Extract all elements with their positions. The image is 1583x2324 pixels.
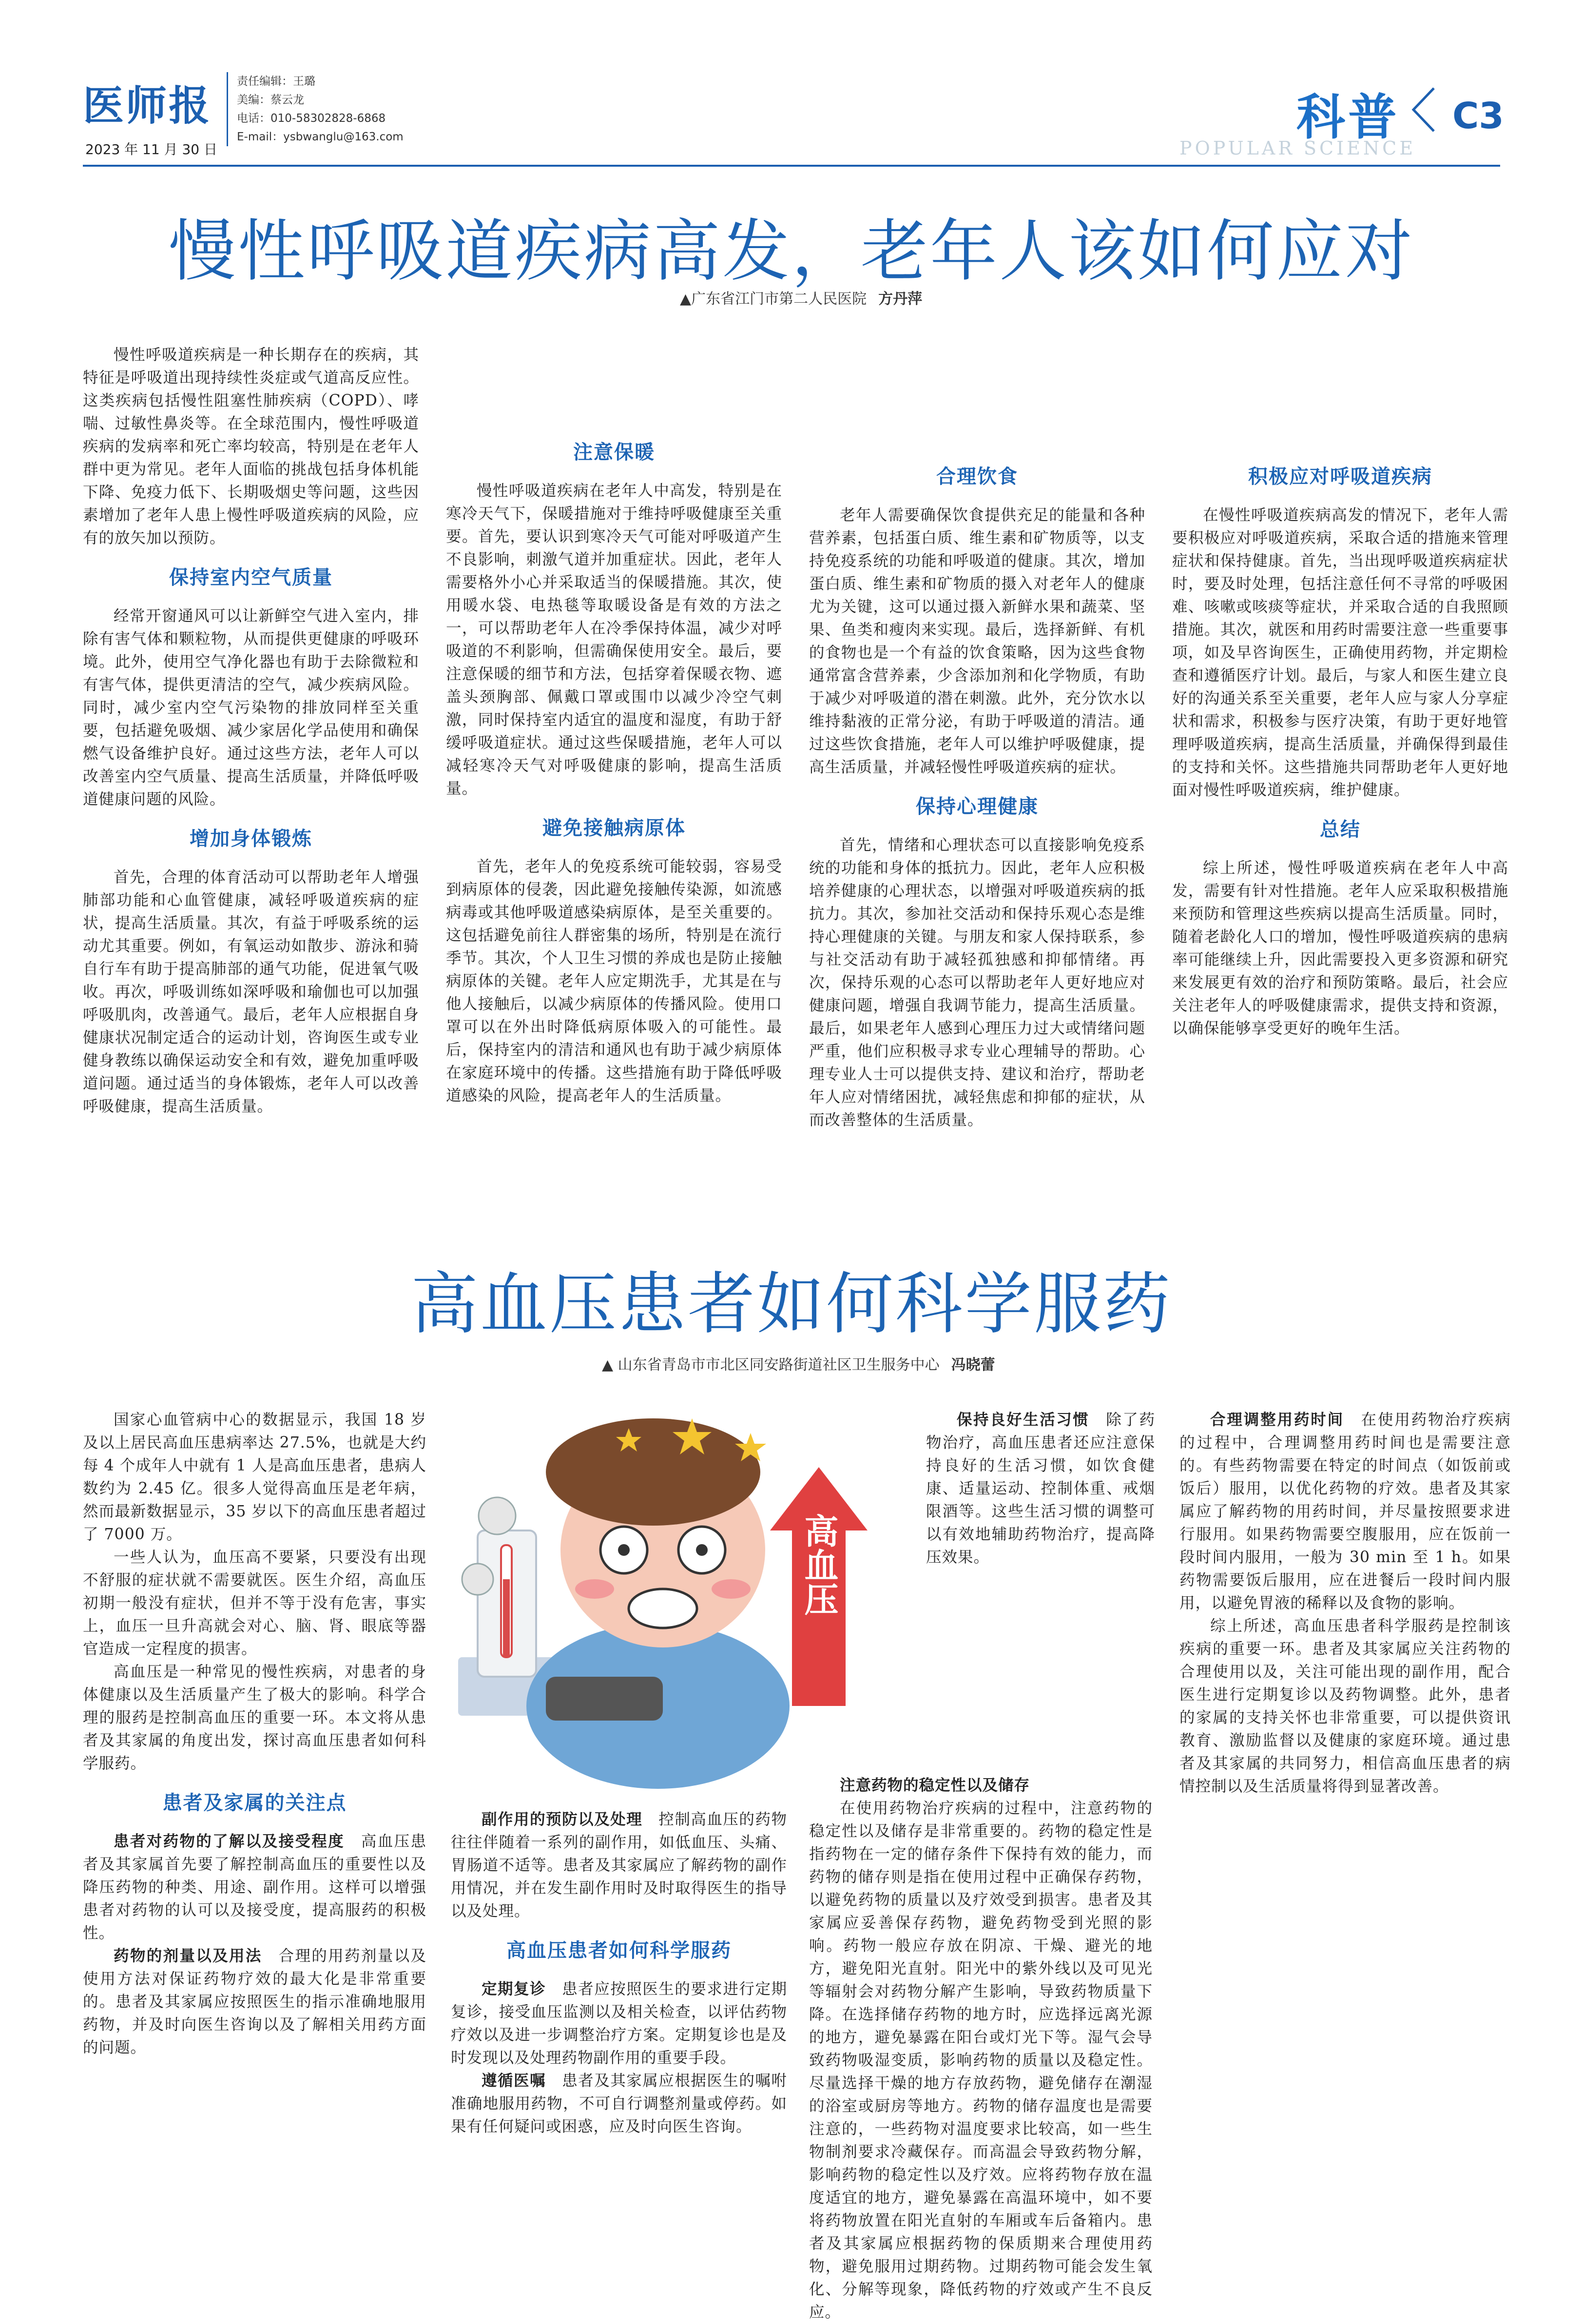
article2-byline <box>602 1353 995 1374</box>
article2-lead-sideeffects: 副作用的预防以及处理 <box>482 1811 643 1828</box>
article2-text-orders: 患者及其家属应根据医生的嘱咐准确地服用药物，不可自行调整剂量或停药。如果有任何疑问或困惑，应及时向医生咨询。 <box>451 2072 787 2135</box>
article2-subhead-howto: 高血压患者如何科学服药 <box>506 1939 732 1962</box>
article1-subhead-diet: 合理饮食 <box>936 465 1018 488</box>
editor-name: 责任编辑：王璐 <box>237 75 315 88</box>
article2-text-habits: 除了药物治疗，高血压患者还应注意保持良好的生活习惯，如饮食健康、适量运动、控制体重、戒烟限酒等。这些生活习惯的调整可以有效地辅助药物治疗，提高降压效果。 <box>926 1411 1155 1566</box>
article1-cope-text: 在慢性呼吸道疾病高发的情况下，老年人需要积极应对呼吸道疾病，采取合适的措施来管理症状和保持健康。首先，当出现呼吸道疾病症状时，要及时处理，包括注意任何不寻常的呼吸困难、咳嗽或咳痰等症状，并采取合适的自我照顾措施。其次，就医和用药时需要注意一些重要事项，如及早咨询医生，正确使用药物，并定期检查和遵循医疗计划。最后，与家人和医生建立良好的沟通关系至关重要，老年人应与家人分享症状和需求，积极参与医疗决策，有助于更好地管理呼吸道疾病，提高生活质量，并确保得到最佳的支持和关怀。这些措施共同帮助老年人更好地面对慢性呼吸道疾病，维护健康。 <box>1172 506 1508 799</box>
article2-column-2 <box>451 1808 787 2138</box>
contact-phone: 电话：010-58302828-6868 <box>237 112 386 125</box>
article1-diet-text: 老年人需要确保饮食提供充足的能量和各种营养素，包括蛋白质、维生素和矿物质等，以支持免疫系统的功能和呼吸道的健康。其次，增加蛋白质、维生素和矿物质的摄入对老年人的健康尤为关键，这可以通过摄入新鲜水果和蔬菜、坚果、鱼类和瘦肉来实现。最后，选择新鲜、有机的食物也是一个有益的饮食策略，因为这些食物通常富含营养素，少含添加剂和化学物质，有助于减少对呼吸道的潜在刺激。此外，充分饮水以维持黏液的正常分泌，有助于呼吸道的清洁。通过这些饮食措施，老年人可以维护呼吸健康，提高生活质量，并减轻慢性呼吸道疾病的症状。 <box>809 506 1145 776</box>
article2-text-timing: 在使用药物治疗疾病的过程中，合理调整用药时间也是需要注意的。有些药物需要在特定的时间点（如饭前或饭后）服用，以优化药物的疗效。患者及其家属应了解药物的用药时间，并尽量按照要求进行服用。如果药物需要空腹服用，应在饭前一段时间内服用，一般为 30 min 至 1 h。如果药物需要饭后服用，应在进餐后一段时间内服用，以避免胃液的稀释以及食物的影响。 <box>1179 1411 1511 1612</box>
article2-lead-followup: 定期复诊 <box>482 1980 546 1998</box>
article2-title: 高血压患者如何科学服药 <box>410 1265 1172 1343</box>
article2-byline-author: 冯晓蕾 <box>951 1356 995 1374</box>
article1-column-1 <box>83 344 419 1118</box>
masthead-logo: 医师报 <box>83 82 212 130</box>
article2-text-storage: 在使用药物治疗疾病的过程中，注意药物的稳定性以及储存是非常重要的。药物的稳定性是指药物在一定的储存条件下保持有效的能力，而药物的储存则是指在使用过程中正确保存药物，以避免药物的质量以及疗效受到损害。患者及其家属应妥善保存药物，避免药物受到光照的影响。药物一般应存放在阴凉、干燥、避光的地方，避免阳光直射。阳光中的紫外线以及可见光等辐射会对药物分解产生影响，导致药物质量下降。在选择储存药物的地方时，应选择远离光源的地方，避免暴露在阳台或灯光下等。湿气会导致药物吸湿变质，影响药物的质量以及稳定性。尽量选择干燥的地方存放药物，避免储存在潮湿的浴室或厨房等地方。药物的储存温度也是需要注意的，一些药物对温度要求比较高，如一些生物制剂要求冷藏保存。而高温会导致药物分解，影响药物的稳定性以及疗效。应将药物存放在温度适宜的地方，避免暴露在高温环境中，如不要将药物放置在阳光直射的车厢或车后备箱内。患者及其家属应根据药物的保质期来合理使用药物，避免服用过期药物。过期药物可能会发生氧化、分解等现象，降低药物的疗效或产生不良反应。 <box>809 1800 1153 2321</box>
page-number: C3 <box>1452 95 1504 137</box>
article1-subhead-mental: 保持心理健康 <box>916 795 1039 818</box>
article1-subhead-pathogen: 避免接触病原体 <box>542 817 686 839</box>
article2-column-3 <box>809 1774 1153 2321</box>
article2-lead-habits: 保持良好生活习惯 <box>957 1411 1090 1429</box>
article1-column-3 <box>809 344 1145 1132</box>
article2-para-1: 国家心血管病中心的数据显示，我国 18 岁及以上居民高血压患病率达 27.5%，也就是大约每 4 个成年人中就有 1 人是高血压患者，患病人数约为 2.45 亿。很多人觉得高血压是老年病，然而最新数据显示，35 岁以下的高血压患者超过了 7000 万。 <box>83 1411 426 1543</box>
article1-air-text: 经常开窗通风可以让新鲜空气进入室内，排除有害气体和颗粒物，从而提供更健康的呼吸环境。此外，使用空气净化器也有助于去除微粒和有害气体，提供更清洁的空气，减少疾病风险。同时，减少室内空气污染物的排放同样至关重要，包括避免吸烟、减少家居化学品使用和确保燃气设备维护良好。通过这些方法，老年人可以改善室内空气质量、提高生活质量，并降低呼吸道健康问题的风险。 <box>83 607 419 808</box>
article1-column-2 <box>446 344 782 1107</box>
article1-intro: 慢性呼吸道疾病是一种长期存在的疾病，其特征是呼吸道出现持续性炎症或气道高反应性。这类疾病包括慢性阻塞性肺疾病（COPD）、哮喘、过敏性鼻炎等。在全球范围内，慢性呼吸道疾病的发病率和死亡率均较高，特别是在老年人群中更为常见。老年人面临的挑战包括身体机能下降、免疫力低下、长期吸烟史等问题，这些因素增加了老年人患上慢性呼吸道疾病的风险，应有的放矢加以预防。 <box>83 346 419 547</box>
article2-column-4 <box>1179 1409 1511 1798</box>
article1-title: 慢性呼吸道疾病高发，老年人该如何应对 <box>168 212 1414 290</box>
article2-column-1 <box>83 1409 426 2059</box>
header-divider <box>83 165 1500 167</box>
article2-byline-org: ▲ 山东省青岛市市北区同安路街道社区卫生服务中心 <box>602 1356 940 1374</box>
article1-subhead-warm: 注意保暖 <box>573 441 655 464</box>
section-title: 科普 <box>1296 89 1400 146</box>
article2-para-3: 高血压是一种常见的慢性疾病，对患者的身体健康以及生活质量产生了极大的影响。科学合理的服药是控制高血压的重要一环。本文将从患者及其家属的角度出发，探讨高血压患者如何科学服药。 <box>83 1663 426 1772</box>
article1-mental-text: 首先，情绪和心理状态可以直接影响免疫系统的功能和身体的抵抗力。因此，老年人应积极培养健康的心理状态，以增强对呼吸道疾病的抵抗力。其次，参加社交活动和保持乐观心态是维持心理健康的关键。与朋友和家人保持联系，参与社交活动有助于减轻孤独感和抑郁情绪。再次，保持乐观的心态可以帮助老年人更好地应对健康问题，增强自我调节能力，提高生活质量。最后，如果老年人感到心理压力过大或情绪问题严重，他们应积极寻求专业心理辅导的帮助。心理专业人士可以提供支持、建议和治疗，帮助老年人应对情绪困扰，减轻焦虑和抑郁的症状，从而改善整体的生活质量。 <box>809 836 1145 1129</box>
article2-para-2: 一些人认为，血压高不要紧，只要没有出现不舒服的症状就不需要就医。医生介绍，高血压初期一般没有症状，但并不等于没有危害，事实上，血压一旦升高就会对心、脑、肾、眼底等器官造成一定程度的损害。 <box>83 1549 426 1658</box>
article1-subhead-cope: 积极应对呼吸道疾病 <box>1248 465 1432 488</box>
article2-lead-orders: 遵循医嘱 <box>482 2072 546 2090</box>
article2-lead-timing: 合理调整用药时间 <box>1210 1411 1345 1429</box>
article2-conclusion: 综上所述，高血压患者科学服药是控制该疾病的重要一环。患者及其家属应关注药物的合理使用以及，关注可能出现的副作用，配合医生进行定期复诊以及药物调整。此外，患者的家属的支持关怀也非常重要，可以提供资讯教育、激励监督以及健康的家庭环境。通过患者及其家属的共同努力，相信高血压患者的病情控制以及生活质量将得到显著改善。 <box>1179 1617 1511 1795</box>
bp-cuff <box>546 1677 663 1721</box>
article2-lead-understanding: 患者对药物的了解以及接受程度 <box>114 1833 345 1850</box>
article1-subhead-air: 保持室内空气质量 <box>169 566 333 589</box>
article2-text-followup: 患者应按照医生的要求进行定期复诊，接受血压监测以及相关检查，以评估药物疗效以及进一步调整治疗方案。定期复诊也是及时发现以及处理药物副作用的重要手段。 <box>451 1980 787 2067</box>
article1-summary-text: 综上所述，慢性呼吸道疾病在老年人中高发，需要有针对性措施。老年人应采取积极措施来预防和管理这些疾病以提高生活质量。同时，随着老龄化人口的增加，慢性呼吸道疾病的患病率可能继续上升，因此需要投入更多资源和研究来发展更有效的治疗和预防策略。最后，社会应关注老年人的呼吸健康需求，提供支持和资源，以确保能够享受更好的晚年生活。 <box>1172 859 1508 1037</box>
article1-byline <box>680 287 922 308</box>
article2-lead-dosage: 药物的剂量以及用法 <box>114 1947 262 1965</box>
editor-info <box>227 72 404 146</box>
issue-date: 2023 年 11 月 30 日 <box>85 141 218 157</box>
contact-email: E-mail：ysbwanglu@163.com <box>237 131 404 143</box>
article2-column-3-top <box>926 1409 1155 1569</box>
arrow-label: 高血压 <box>799 1513 839 1616</box>
designer-name: 美编：蔡云龙 <box>237 94 304 106</box>
article1-byline-org: ▲广东省江门市第二人民医院 <box>680 290 867 308</box>
article2-lead-storage: 注意药物的稳定性以及储存 <box>840 1777 1030 1794</box>
chevron-left-icon <box>1409 85 1438 134</box>
article1-exercise-text: 首先，合理的体育活动可以帮助老年人增强肺部功能和心血管健康，减轻呼吸道疾病的症状，提高生活质量。其次，有益于呼吸系统的运动尤其重要。例如，有氧运动如散步、游泳和骑自行车有助于提高肺部的通气功能，促进氧气吸收。再次，呼吸训练如深呼吸和瑜伽也可以加强呼吸肌肉，改善通气。最后，老年人应根据自身健康状况制定适合的运动计划，咨询医生或专业健身教练以确保运动安全和有效，避免加重呼吸道问题。通过适当的身体锻炼，老年人可以改善呼吸健康，提高生活质量。 <box>83 869 419 1115</box>
article2-text-sideeffects: 控制高血压的药物往往伴随着一系列的副作用，如低血压、头痛、胃肠道不适等。患者及其家属应了解药物的副作用情况，并在发生副作用时及时取得医生的指导以及处理。 <box>451 1811 787 1920</box>
article1-subhead-summary: 总结 <box>1320 818 1361 841</box>
hypertension-illustration <box>448 1404 916 1794</box>
article2-text-dosage: 合理的用药剂量以及使用方法对保证药物疗效的最大化是非常重要的。患者及其家属应按照医生的指示准确地服用药物，并及时向医生咨询以及了解相关用药方面的问题。 <box>83 1947 426 2056</box>
article1-byline-author: 方丹萍 <box>878 290 923 308</box>
article1-warm-text: 慢性呼吸道疾病在老年人中高发，特别是在寒冷天气下，保暖措施对于维持呼吸健康至关重要。首先，要认识到寒冷天气可能对呼吸道产生不良影响，刺激气道并加重症状。因此，老年人需要格外小心并采取适当的保暖措施。其次，使用暖水袋、电热毯等取暖设备是有效的方法之一，可以帮助老年人在冷季保持体温，减少对呼吸道的不利影响，但需确保使用安全。最后，要注意保暖的细节和方法，包括穿着保暖衣物、遮盖头颈胸部、佩戴口罩或围巾以减少冷空气刺激，同时保持室内适宜的温度和湿度，有助于舒缓呼吸道症状。通过这些保暖措施，老年人可以减轻寒冷天气对呼吸健康的影响，提高生活质量。 <box>446 482 782 797</box>
article1-subhead-exercise: 增加身体锻炼 <box>190 828 312 850</box>
article1-pathogen-text: 首先，老年人的免疫系统可能较弱，容易受到病原体的侵袭，因此避免接触传染源，如流感病毒或其他呼吸道感染病原体，是至关重要的。这包括避免前往人群密集的场所，特别是在流行季节。其次，个人卫生习惯的养成也是防止接触病原体的关键。老年人应定期洗手，尤其是在与他人接触后，以减少病原体的传播风险。使用口罩可以在外出时降低病原体吸入的可能性。最后，保持室内的清洁和通风也有助于减少病原体在家庭环境中的传播。这些措施有助于降低呼吸道感染的风险，提高老年人的生活质量。 <box>446 858 782 1104</box>
section-title-en: POPULAR SCIENCE <box>1179 137 1416 159</box>
article2-text-understanding: 高血压患者及其家属首先要了解控制高血压的重要性以及降压药物的种类、用途、副作用。这样可以增强患者对药物的认可以及接受度，提高服药的积极性。 <box>83 1833 426 1942</box>
article2-subhead-concerns: 患者及家属的关注点 <box>162 1792 347 1814</box>
article1-column-4 <box>1172 344 1508 1040</box>
